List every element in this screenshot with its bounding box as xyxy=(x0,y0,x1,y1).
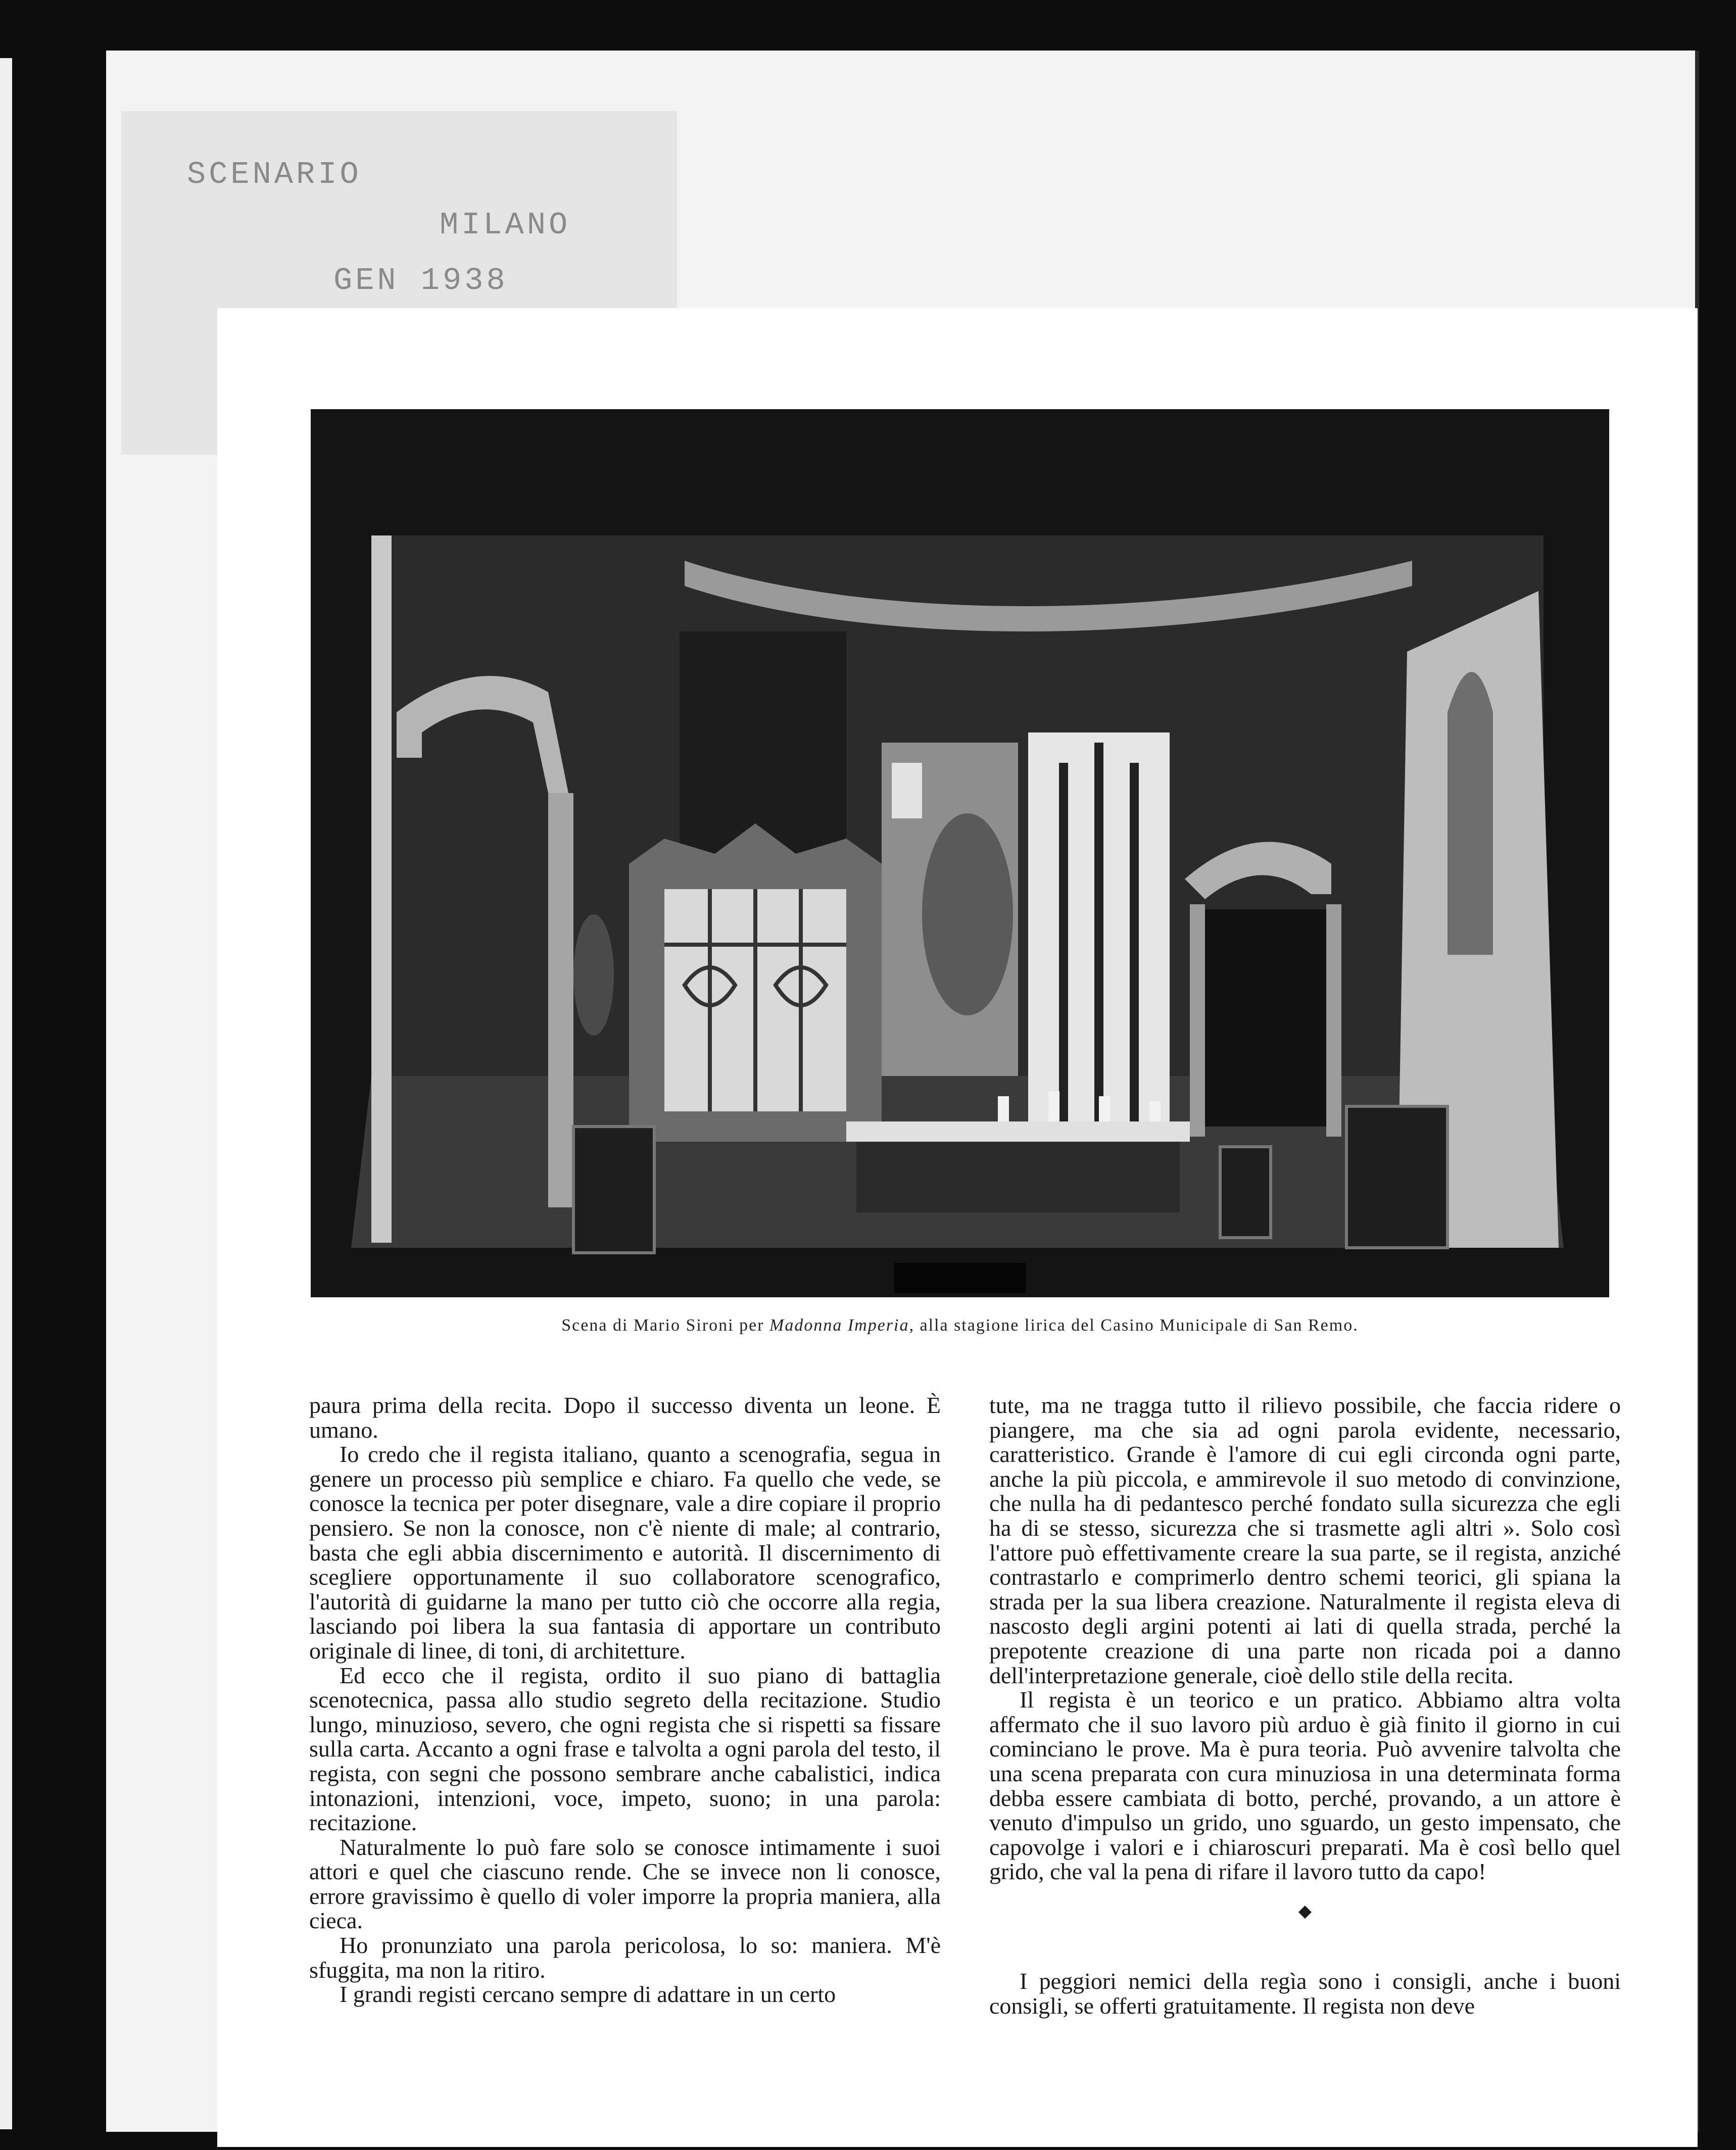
left-text-column xyxy=(309,1393,941,2007)
paragraph: Ed ecco che il regista, ordito il suo piano di battaglia scenotecnica, passa allo studio segreto della recitazione. Studio lungo, minuzioso, severo, che ogni regista che si rispetti sa fissare sulla carta. Accanto a ogni frase e talvolta a ogni parola del testo, il regista, con segni che possono sembrare anche cabalistici, indica intonazioni, intenzioni, voce, impeto, suono; in una parola: recitazione. xyxy=(309,1662,941,1836)
stamp-date: GEN 1938 xyxy=(333,263,508,299)
caption-prefix: Scena di Mario Sironi per xyxy=(561,1316,770,1335)
stamp-publication: SCENARIO xyxy=(187,157,362,192)
caption-suffix: alla stagione lirica del Casino Municipale di San Remo. xyxy=(914,1316,1359,1335)
paragraph: I grandi registi cercano sempre di adattare in un certo xyxy=(340,1981,836,2008)
caption-title: Madonna Imperia, xyxy=(769,1316,914,1335)
left-edge-strip xyxy=(0,58,12,2129)
paragraph: paura prima della recita. Dopo il successo diventa un leone. È umano. xyxy=(309,1392,941,1443)
paragraph: I peggiori nemici della regìa sono i consigli, anche i buoni consigli, se offerti gratuitamente. Il regista non deve xyxy=(989,1968,1621,2019)
stage-set-illustration xyxy=(311,409,1609,1297)
right-text-column xyxy=(989,1393,1621,2019)
paragraph: Ho pronunziato una parola pericolosa, lo so: maniera. M'è sfuggita, ma non la ritiro. xyxy=(309,1932,941,1983)
section-ornament: ◆ xyxy=(1298,1901,1312,1921)
stamp-city: MILANO xyxy=(440,207,571,243)
paragraph: Naturalmente lo può fare solo se conosce intimamente i suoi attori e quel che ciascuno rende. Che se invece non li conosce, errore gravissimo è quello di voler imporre la propria maniera, alla cieca. xyxy=(309,1834,941,1934)
paragraph: Io credo che il regista italiano, quanto a scenografia, segua in genere un processo più semplice e chiaro. Fa quello che vede, se conosce la tecnica per poter disegnare, vale a dire copiare il proprio pensiero. Se non la conosce, non c'è niente di male; al contrario, basta che egli abbia discernimento e autorità. Il discernimento di scegliere opportunamente il suo collaboratore scenografico, l'autorità di guidarne la mano per tutto ciò che occorre alla regia, lasciando poi libera la sua fantasia di apportare un contributo originale di linee, di toni, di architetture. xyxy=(309,1441,941,1664)
stage-set-photo xyxy=(311,409,1609,1297)
paragraph: tute, ma ne tragga tutto il rilievo possibile, che faccia ridere o piangere, ma che sia ad ogni parola evidente, necessario, caratteristico. Grande è l'amore di cui egli circonda ogni parte, anche la più piccola, e ammirevole il suo metodo di convinzione, che nulla ha di pedantesco perché fondato sulla sicurezza che egli ha di se stesso, sicurezza che si trasmette agli altri ». Solo così l'attore può effettivamente creare la sua parte, se il regista, anziché contrastarlo e comprimerlo dentro schemi teorici, gli spiana la strada per la sua libera creazione. Naturalmente il regista eleva di nascosto degli argini potenti ai lati di quella strada, perché la prepotente creazione di una parte non ricada poi a danno dell'interpretazione generale, cioè dello stile della recita. xyxy=(989,1392,1621,1688)
paragraph: Il regista è un teorico e un pratico. Abbiamo altra volta affermato che il suo lavoro più arduo è già finito il giorno in cui cominciano le prove. Ma è pura teoria. Può avvenire talvolta che una scena preparata con cura minuziosa in una determinata forma debba essere cambiata di botto, perché, provando, a un attore è venuto d'impulso un grido, uno sguardo, un gesto impensato, che capovolge i valori e i chiaroscuri preparati. Ma è così bello quel grido, che val la pena di rifare il lavoro tutto da capo! xyxy=(989,1687,1621,1885)
photo-caption xyxy=(311,1316,1609,1335)
